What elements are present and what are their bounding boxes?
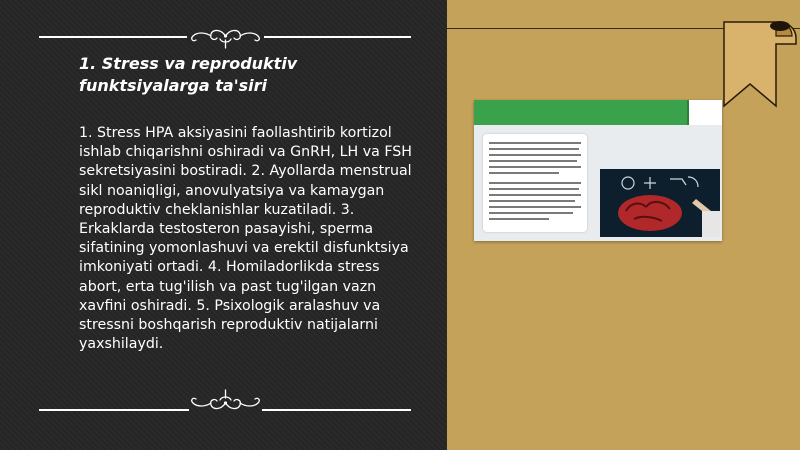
slide-title: 1. Stress va reproduktiv funktsiyalarga ta'siri xyxy=(79,54,298,95)
text-line xyxy=(489,142,581,144)
text-line xyxy=(489,166,581,168)
slide-thumbnail-image xyxy=(474,100,722,241)
text-line xyxy=(489,188,579,190)
thumbnail-text-card xyxy=(483,134,587,232)
top-flourish-icon xyxy=(187,26,264,50)
text-line xyxy=(489,200,575,202)
text-line xyxy=(489,154,581,156)
text-line xyxy=(489,172,559,174)
bottom-rule-left xyxy=(39,409,189,411)
text-line xyxy=(489,212,573,214)
bottom-rule-right xyxy=(262,409,411,411)
text-line xyxy=(489,160,577,162)
brain-photo-icon xyxy=(600,169,720,237)
bottom-flourish-icon xyxy=(188,388,263,414)
bookmark-ribbon-icon xyxy=(718,14,800,109)
text-line xyxy=(489,182,581,184)
thumbnail-header-bar xyxy=(474,100,722,125)
top-rule-right xyxy=(264,36,411,38)
slide-body-text: 1. Stress HPA aksiyasini faollashtirib kortizol ishlab chiqarishni oshiradi va GnRH, LH va FSH sekretsiyasini bostiradi. 2. Ayollarda menstrual sikl noaniqligi, anovulyatsiya va kamaygan reproduktiv cheklanishlar kuzatiladi. 3. Erkaklarda testosteron pasayishi, sperma sifatining yomonlashuvi va erektil disfunktsiya imkoniyati ortadi. 4. Homiladorlikda stress abort, erta tug'ilish va past tug'ilgan vazn xavfini oshiradi. 5. Psixologik aralashuv va stressni boshqarish reproduktiv natijalarni yaxshilaydi. xyxy=(79,125,412,353)
text-line xyxy=(489,218,549,220)
text-line xyxy=(489,194,581,196)
top-rule-left xyxy=(39,36,187,38)
text-line xyxy=(489,148,579,150)
text-line xyxy=(489,206,581,208)
